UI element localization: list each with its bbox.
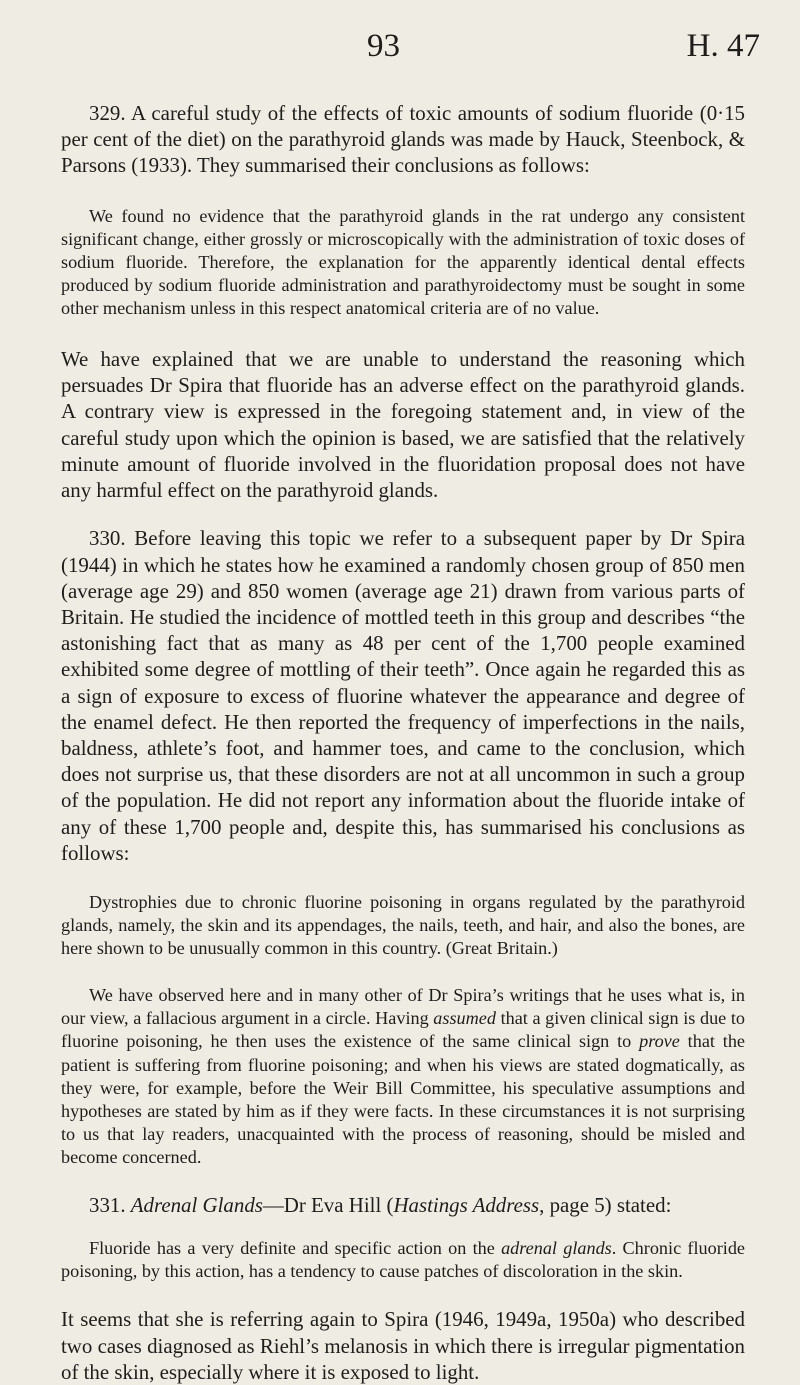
commentary-330 [61, 984, 745, 1169]
paragraph-331-text-2: , page 5) stated: [539, 1192, 672, 1217]
paragraph-330: 330. Before leaving this topic we refer to a subsequent paper by Dr Spira (1944) in which he states how he examined a randomly chosen group of 850 men (average age 29) and 850 women (average age 21) drawn from various parts of Britain. He studied the incidence of mottled teeth in this group and describes “the astonishing fact that as many as 48 per cent of the 1,700 people examined exhibited some degree of mottling of their teeth”. Once again he regarded this as a sign of exposure to excess of fluorine whatever the appearance and degree of the enamel defect. He then reported the frequency of imperfections in the nails, baldness, athlete’s foot, and hammer toes, and came to the conclusion, which does not surprise us, that these disorders are not at all uncommon in such a group of the population. He did not report any information about the fluoride intake of any of these 1,700 people and, despite this, has summarised his conclusions as follows: [61, 526, 745, 865]
quotation-331-text-2: . Chronic fluoride poisoning, by this action, has a tendency to cause patches of discoloration in the skin. [61, 1238, 745, 1282]
commentary-331: It seems that she is referring again to Spira (1946, 1949a, 1950a) who described two cases diagnosed as Riehl’s melanosis in which there is irregular pigmentation of the skin, especially where it is exposed to light. [61, 1307, 745, 1384]
paragraph-329: 329. A careful study of the effects of toxic amounts of sodium fluoride (0·15 per cent of the diet) on the parathyroid glands was made by Hauck, Steenbock, & Parsons (1933). They summarised their conclusions as follows: [61, 101, 745, 178]
quotation-330: Dystrophies due to chronic fluorine poisoning in organs regulated by the parathyroid glands, namely, the skin and its appendages, the nails, teeth, and hair, and also the bones, are here shown to be unusually common in this country. (Great Britain.) [61, 891, 745, 959]
paragraph-331-citation: Hastings Address [393, 1192, 540, 1217]
page-content [61, 100, 745, 1385]
quotation-331-text-1: Fluoride has a very definite and specific action on the [89, 1238, 502, 1259]
page-number: 93 [367, 28, 400, 64]
page-header [0, 26, 800, 66]
section-code: H. 47 [686, 28, 760, 64]
quotation-331 [61, 1237, 745, 1283]
paragraph-331-heading: Adrenal Glands [130, 1192, 263, 1217]
commentary-329: We have explained that we are unable to understand the reasoning which persuades Dr Spira that fluoride has an adverse effect on the parathyroid glands. A contrary view is expressed in the foregoing statement and, in view of the careful study upon which the opinion is based, we are satisfied that the relatively minute amount of fluoride involved in the fluoridation proposal does not have any harmful effect on the parathyroid glands. [61, 347, 745, 503]
commentary-330-emphasis-assumed: assumed [433, 1008, 496, 1029]
quotation-329: We found no evidence that the parathyroid glands in the rat undergo any consistent significant change, either grossly or microscopically with the administration of toxic doses of sodium fluoride. Therefore, the explanation for the apparently identical dental effects produced by sodium fluoride administration and parathyroidectomy must be sought in some other mechanism unless in this respect anatomical criteria are of no value. [61, 205, 745, 318]
paragraph-331 [61, 1192, 745, 1218]
commentary-330-text-1: We have observed here and in many other of Dr Spira’s writings that he uses what is, in our view, a fallacious argument in a circle. Having [61, 985, 745, 1029]
commentary-330-text-2: that a given clinical sign is due to fluorine poisoning, he then uses the existence of the same clinical sign to [61, 1008, 745, 1052]
paragraph-331-number: 331. [89, 1192, 131, 1217]
commentary-330-emphasis-prove: prove [639, 1031, 680, 1052]
quotation-331-emphasis: adrenal glands [501, 1238, 612, 1259]
commentary-330-text-3: that the patient is suffering from fluorine poisoning; and when his views are stated dogmatically, as they were, for example, before the Weir Bill Committee, his speculative assumptions and hypotheses are stated by him as if they were facts. In these circumstances it is not surprising to us that lay readers, unacquainted with the process of reasoning, should be misled and become concerned. [61, 1031, 745, 1167]
paragraph-331-text-1: —Dr Eva Hill ( [262, 1192, 394, 1217]
